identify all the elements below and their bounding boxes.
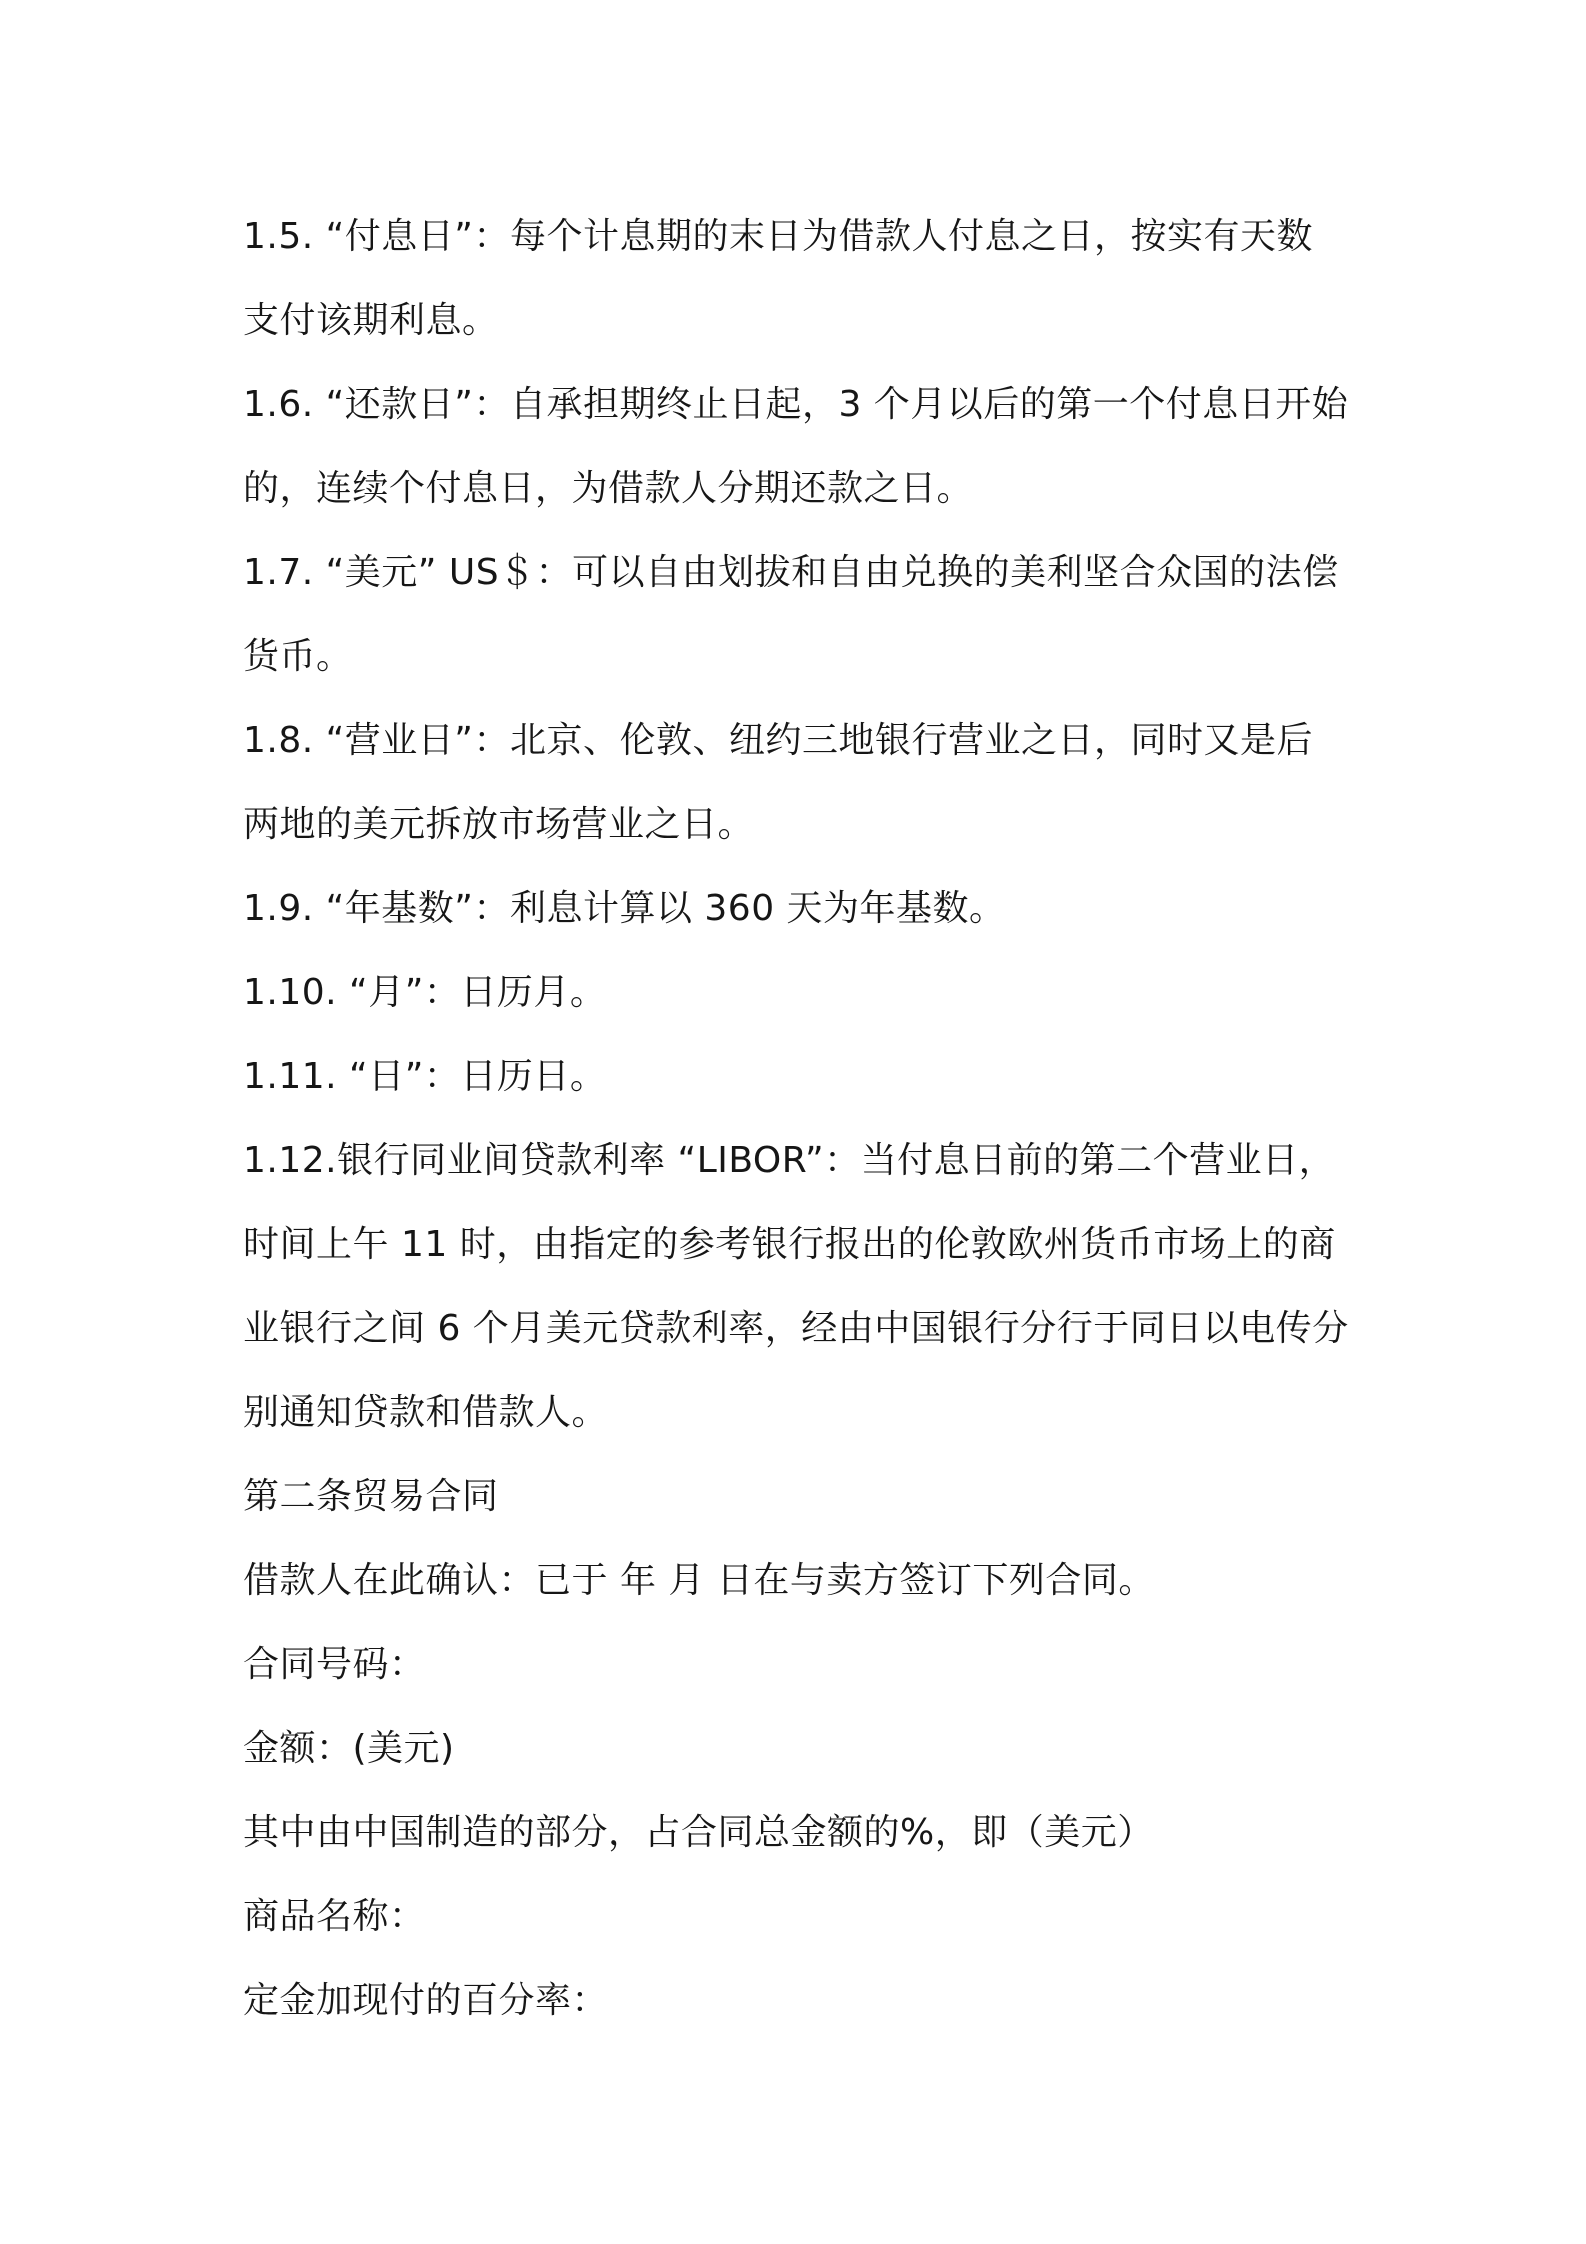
clause-1-7-line-1: 1.7. “美元” US＄：可以自由划拔和自由兑换的美利坚合众国的法偿 <box>243 552 1339 593</box>
clause-1-7-line-2: 货币。 <box>243 636 353 677</box>
clause-1-11: 1.11. “日”：日历日。 <box>243 1056 607 1097</box>
clause-1-12-line-1: 1.12.银行同业间贷款利率 “LIBOR”：当付息日前的第二个营业日， <box>243 1140 1336 1181</box>
clause-1-12-line-3: 业银行之间 6 个月美元贷款利率，经由中国银行分行于同日以电传分 <box>243 1308 1349 1349</box>
commodity-name-label: 商品名称： <box>243 1896 426 1937</box>
clause-1-10: 1.10. “月”：日历月。 <box>243 972 607 1013</box>
china-made-portion-label: 其中由中国制造的部分，占合同总金额的%，即（美元） <box>243 1812 1154 1853</box>
amount-label: 金额：(美元) <box>243 1728 455 1769</box>
clause-1-8-line-1: 1.8. “营业日”：北京、伦敦、纽约三地银行营业之日，同时又是后 <box>243 720 1313 761</box>
document-body <box>243 195 1353 2043</box>
clause-1-5-line-1: 1.5. “付息日”：每个计息期的末日为借款人付息之日，按实有天数 <box>243 216 1313 257</box>
clause-1-8-line-2: 两地的美元拆放市场营业之日。 <box>243 804 755 845</box>
clause-1-5-line-2: 支付该期利息。 <box>243 300 499 341</box>
clause-1-12-line-2: 时间上午 11 时，由指定的参考银行报出的伦敦欧州货币市场上的商 <box>243 1224 1336 1265</box>
clause-1-6-line-2: 的，连续个付息日，为借款人分期还款之日。 <box>243 468 974 509</box>
borrower-confirmation: 借款人在此确认：已于 年 月 日在与卖方签订下列合同。 <box>243 1560 1155 1601</box>
article-2-heading: 第二条贸易合同 <box>243 1476 499 1517</box>
deposit-cash-percentage-label: 定金加现付的百分率： <box>243 1980 609 2021</box>
clause-1-9: 1.9. “年基数”：利息计算以 360 天为年基数。 <box>243 888 1006 929</box>
clause-1-6-line-1: 1.6. “还款日”：自承担期终止日起，3 个月以后的第一个付息日开始 <box>243 384 1349 425</box>
contract-number-label: 合同号码： <box>243 1644 426 1685</box>
clause-1-12-line-4: 别通知贷款和借款人。 <box>243 1392 609 1433</box>
